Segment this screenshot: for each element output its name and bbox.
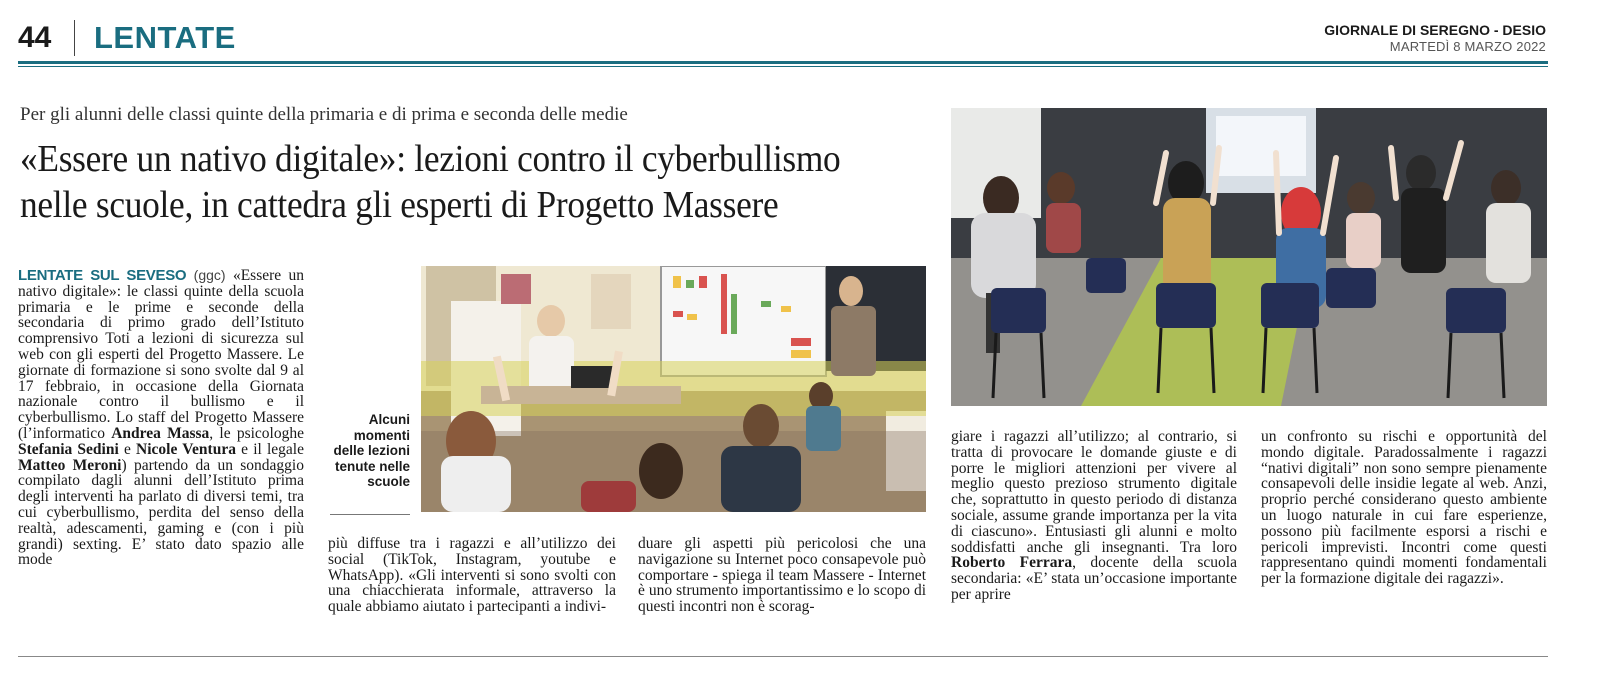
person-name: Andrea Massa — [111, 424, 210, 442]
photo-caption: Alcuni momenti delle lezioni tenute nelle scuole — [333, 412, 410, 489]
column-1-text-a: «Essere un nativo digitale»: le classi quinte della scuola primaria e le prime e seconde della secondaria di primo grado dell’Istituto comprensivo Toti a lezioni di sicurezza sul web con gli esperti del Progetto Massere. Le giornate di formazione si sono svolte dal 9 al 17 febbraio, in occasione della Giornata nazionale contro il bullismo e il cyberbullismo. Lo staff del Progetto Massere (l’informatico — [18, 267, 305, 442]
column-4-text-b: , docente della scuola secondaria: «E’ stata un’occasione importante per aprire — [951, 554, 1237, 603]
person-name: Roberto Ferrara — [951, 554, 1073, 572]
footer-rule — [18, 656, 1548, 657]
byline: (ggc) — [193, 267, 226, 283]
article-kicker: Per gli alunni delle classi quinte della primaria e di prima e seconda delle medie — [20, 104, 628, 125]
article-column-1 — [18, 268, 304, 568]
section-title: LENTATE — [94, 20, 236, 55]
classroom-photo-illustration — [421, 266, 926, 512]
person-name: Nicole Ventura — [136, 440, 236, 458]
article-column-4 — [951, 429, 1237, 603]
article-column-5: un confronto su rischi e opportunità del mondo digitale. Paradossalmente i ragazzi “nativi digitali” non sono sempre pienamente consapevoli delle insidie legate al web. Anzi, proprio perché considerano questo ambiente un luogo naturale in cui fare esperienze, possono più facilmente esporsi a rischi e pericoli imprevisti. Incontri come questi rappresentano quindi momenti fondamentali per la formazione digitale dei ragazzi». — [1261, 428, 1547, 588]
newspaper-name: GIORNALE DI SEREGNO - DESIO — [1324, 22, 1546, 38]
column-4-text-a: giare i ragazzi all’utilizzo; al contrario, si tratta di provocare le domande giuste e di porre le migliori attenzioni per vivere al meglio questo prezioso strumento digitale che, soprattutto in questo periodo di distanza sociale, assume grande importanza per la vita di ciascuno». Entusiasti gli alunni e molto soddisfatti anche gli insegnanti. Tra loro — [951, 428, 1237, 556]
classroom-photo — [421, 266, 926, 512]
issue-date: MARTEDÌ 8 MARZO 2022 — [1389, 39, 1546, 54]
caption-rule — [330, 514, 410, 515]
header-rule-thin — [18, 66, 1548, 67]
column-1-text-b: , le psicologhe — [209, 424, 304, 442]
column-1-text-c: e — [118, 440, 137, 458]
gym-photo — [951, 108, 1547, 406]
person-name: Stefania Sedini — [18, 440, 119, 458]
dateline: LENTATE SUL SEVESO — [18, 267, 187, 284]
gym-photo-illustration — [951, 108, 1547, 406]
column-1-text-d: e il legale — [235, 440, 304, 458]
article-column-3: duare gli aspetti più pericolosi che una navigazione su Internet poco consapevole può comportare - spiega il team Massere - Internet è uno strumento importantissimo e lo scopo di questi incontri non è scorag- — [638, 535, 926, 616]
header-rule-thick — [18, 61, 1548, 64]
column-1-text-e: ) partendo da un sondaggio compilato dagli alunni dell’Istituto prima degli interventi ha parlato di diversi temi, tra cui cyberbullismo, perdita del senso della realtà, adescamenti, gaming e (con i più grandi) sexting. E’ stato dato spazio alle mode — [18, 456, 304, 569]
header-divider — [74, 20, 75, 56]
page-number: 44 — [18, 21, 52, 54]
article-column-2: più diffuse tra i ragazzi e all’utilizzo dei social (TikTok, Instagram, youtube e WhatsApp). «Gli interventi si sono svolti con una chiacchierata informale, attraverso la quale abbiamo aiutato i partecipanti a indivi- — [328, 535, 616, 616]
person-name: Matteo Meroni — [18, 456, 122, 474]
article-headline: «Essere un nativo digitale»: lezioni contro il cyberbullismo nelle scuole, in cattedra gli esperti di Progetto Massere — [20, 138, 841, 226]
